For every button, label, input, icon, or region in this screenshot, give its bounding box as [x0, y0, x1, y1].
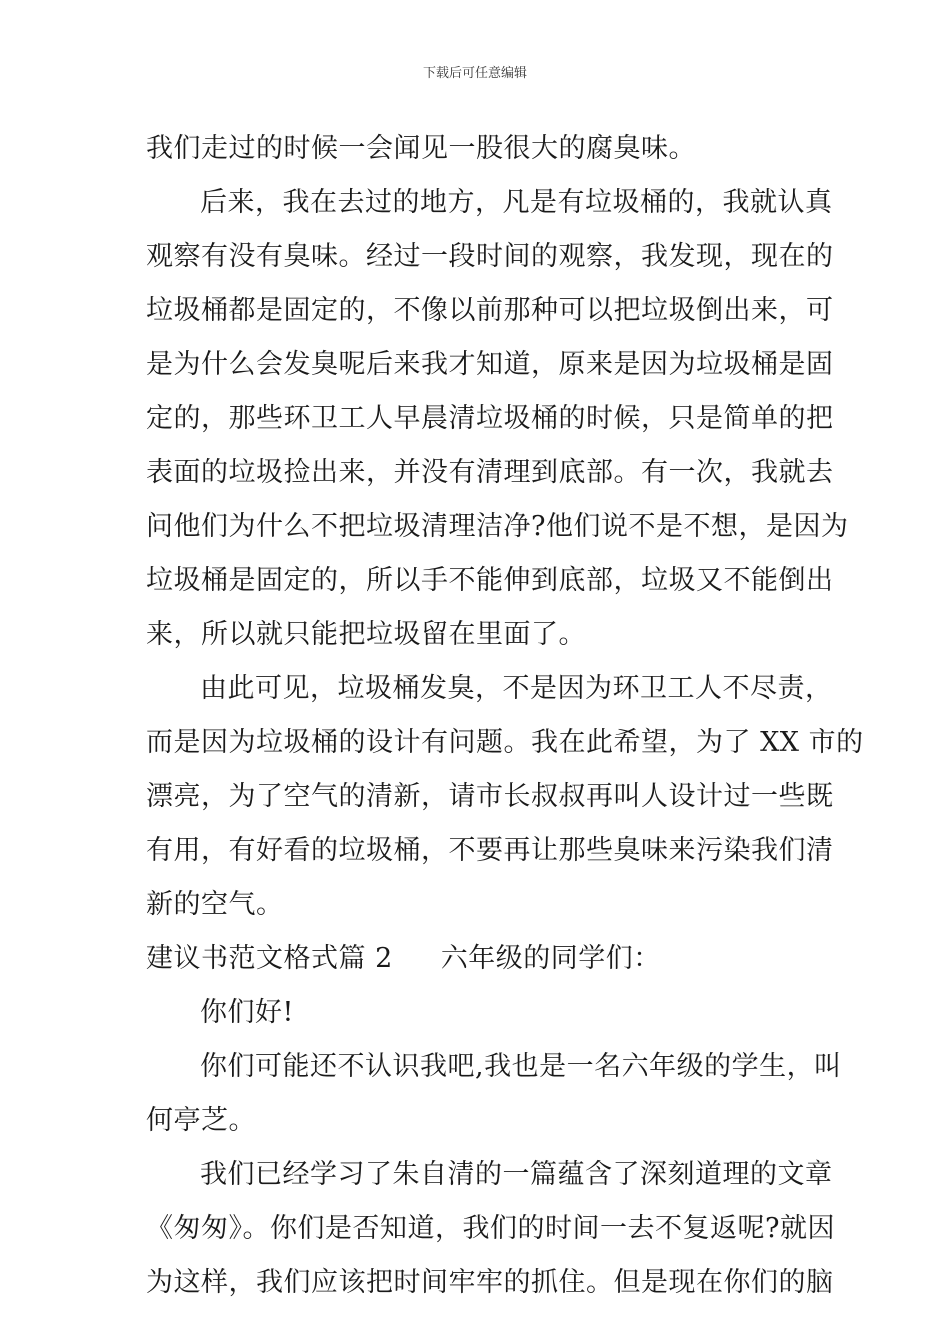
text-line: 你们好!: [200, 997, 294, 1028]
text-line: 问他们为什么不把垃圾清理洁净?他们说不是不想，是因为: [146, 511, 849, 542]
text-line: 为这样，我们应该把时间牢牢的抓住。但是现在你们的脑: [146, 1267, 834, 1298]
text-line: 后来，我在去过的地方，凡是有垃圾桶的，我就认真: [200, 187, 833, 218]
text-line: 垃圾桶都是固定的，不像以前那种可以把垃圾倒出来，可: [146, 295, 834, 326]
paragraph-group-1: [146, 122, 864, 932]
text-line: 观察有没有臭味。经过一段时间的观察，我发现，现在的: [146, 241, 834, 272]
section-title: 建议书范文格式篇 2: [146, 943, 393, 974]
section-heading: [146, 932, 806, 986]
text-line: 垃圾桶是固定的，所以手不能伸到底部，垃圾又不能倒出: [146, 565, 834, 596]
text-line: 是为什么会发臭呢后来我才知道，原来是因为垃圾桶是固: [146, 349, 834, 380]
text-line: 来，所以就只能把垃圾留在里面了。: [146, 619, 586, 650]
text-line: 表面的垃圾捡出来，并没有清理到底部。有一次，我就去: [146, 457, 834, 488]
text-line: 而是因为垃圾桶的设计有问题。我在此希望，为了 XX 市的: [146, 727, 864, 758]
text-line: 我们走过的时候一会闻见一股很大的腐臭味。: [146, 133, 696, 164]
text-line: 何亭芝。: [146, 1105, 256, 1136]
text-line: 你们可能还不认识我吧,我也是一名六年级的学生，叫: [200, 1051, 842, 1082]
text-line: 定的，那些环卫工人早晨清垃圾桶的时候，只是简单的把: [146, 403, 834, 434]
document-body: [146, 122, 864, 1310]
text-line: 我们已经学习了朱自清的一篇蕴含了深刻道理的文章: [200, 1159, 833, 1190]
section-salutation: 六年级的同学们：: [440, 943, 661, 974]
paragraph-group-2: [146, 986, 842, 1310]
text-line: 漂亮，为了空气的清新，请市长叔叔再叫人设计过一些既: [146, 781, 834, 812]
text-line: 《匆匆》。你们是否知道，我们的时间一去不复返呢?就因: [146, 1213, 835, 1244]
page-header: 下载后可任意编辑: [422, 66, 527, 81]
text-line: 由此可见，垃圾桶发臭，不是因为环卫工人不尽责，: [200, 673, 833, 704]
text-line: 有用，有好看的垃圾桶，不要再让那些臭味来污染我们清: [146, 835, 834, 866]
text-line: 新的空气。: [146, 889, 284, 920]
